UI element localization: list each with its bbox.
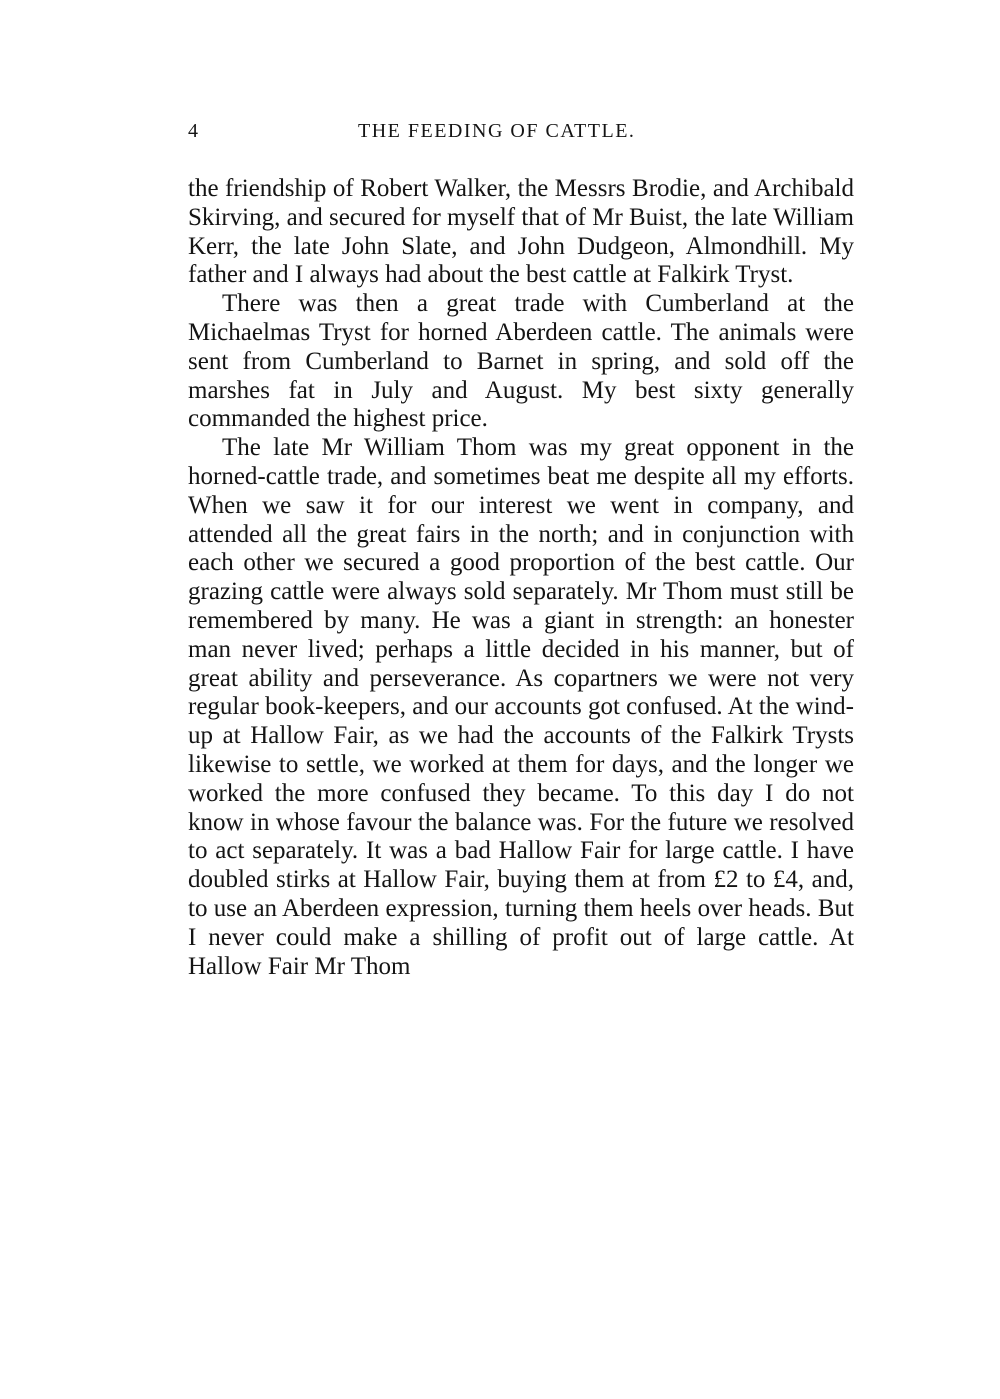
paragraph-cumberland-trade: There was then a great trade with Cumberland at the Michaelmas Tryst for horned Aberdeen cattle. The animals were sent from Cumberland to Barnet in spring, and sold off the marshes fat in July and August. My best sixty generally commanded the highest price. — [188, 290, 854, 433]
page-header — [188, 120, 854, 150]
paragraph-william-thom: The late Mr William Thom was my great opponent in the horned-cattle trade, and sometimes beat me despite all my efforts. When we saw it for our interest we went in company, and attended all the great fairs in the north; and in conjunction with each other we secured a good proportion of the best cattle. Our grazing cattle were always sold separately. Mr Thom must still be remembered by many. He was a giant in strength: an honester man never lived; perhaps a little decided in his manner, but of great ability and perseverance. As copartners we were not very regular book-keepers, and our accounts got confused. At the wind-up at Hallow Fair, as we had the accounts of the Falkirk Trysts likewise to settle, we worked at them for days, and the longer we worked the more confused they became. To this day I do not know in whose favour the balance was. For the future we resolved to act separately. It was a bad Hallow Fair for large cattle. I have doubled stirks at Hallow Fair, buying them at from £2 to £4, and, to use an Aberdeen expression, turning them heels over heads. But I never could make a shilling of profit out of large cattle. At Hallow Fair Mr Thom — [188, 434, 854, 980]
page-number: 4 — [188, 120, 200, 142]
paragraph-continuation: the friendship of Robert Walker, the Messrs Brodie, and Archibald Skirving, and secured for myself that of Mr Buist, the late William Kerr, the late John Slate, and John Dudgeon, Almondhill. My father and I always had about the best cattle at Falkirk Tryst. — [188, 175, 854, 289]
running-title: THE FEEDING OF CATTLE. — [358, 120, 636, 142]
body-text — [188, 175, 854, 981]
